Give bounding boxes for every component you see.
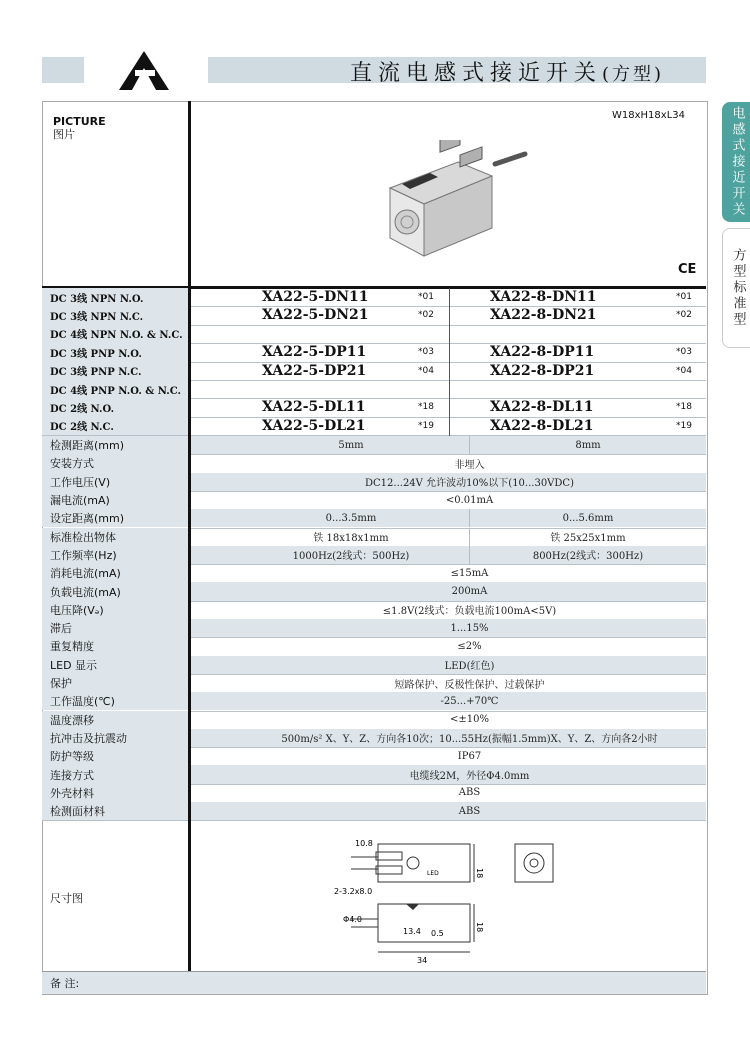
- spec-label: 检测距离(mm): [42, 436, 189, 454]
- model-row: [42, 343, 706, 361]
- spec-label: 工作温度(℃): [42, 692, 189, 710]
- model-row-label: DC 3线 PNP N.O.: [42, 343, 189, 361]
- model-index-right: *02: [676, 310, 692, 321]
- spec-row: [42, 528, 706, 546]
- model-code-left: XA22-5-DP21: [262, 362, 367, 379]
- svg-text:10.8: 10.8: [355, 839, 373, 848]
- model-column-divider: [449, 288, 450, 441]
- spec-row: [42, 802, 706, 820]
- dimension-drawing-label: 尺寸图: [50, 892, 83, 905]
- spec-label: 防护等级: [42, 747, 189, 765]
- spec-value: 5mm: [338, 439, 364, 451]
- svg-text:34: 34: [417, 956, 428, 965]
- model-index-left: *04: [418, 365, 434, 376]
- spec-row: [42, 601, 706, 619]
- spec-row: [42, 711, 706, 729]
- spec-value: -25...+70℃: [440, 695, 499, 707]
- spec-label: LED 显示: [42, 656, 189, 674]
- spec-label: 负载电流(mA): [42, 582, 189, 600]
- spec-value: ≤15mA: [450, 567, 489, 579]
- spec-value: 0...5.6mm: [469, 509, 706, 527]
- spec-row: [42, 747, 706, 765]
- model-row-label: DC 3线 NPN N.O.: [42, 288, 189, 306]
- spec-value: <±10%: [450, 714, 489, 726]
- spec-row: [42, 491, 706, 509]
- spec-row: [42, 729, 706, 747]
- model-index-left: *01: [418, 292, 434, 302]
- spec-value: IP67: [457, 750, 482, 762]
- picture-area: [42, 101, 706, 289]
- model-code-right: XA22-8-DL21: [490, 417, 594, 434]
- spec-row: [42, 619, 706, 637]
- model-code-right: XA22-8-DP11: [490, 344, 595, 361]
- svg-text:13.4: 13.4: [403, 927, 421, 936]
- page-title: 直流电感式接近开关(方型): [350, 61, 665, 86]
- model-row-label: DC 2线 N.O.: [42, 398, 189, 416]
- spec-row: [42, 564, 706, 582]
- spec-value: 200mA: [451, 586, 488, 598]
- spec-row: [42, 784, 706, 802]
- svg-text:18: 18: [475, 868, 484, 879]
- brand-logo: [117, 48, 172, 92]
- spec-value: ≤2%: [457, 640, 482, 652]
- spec-row: [42, 454, 706, 472]
- picture-label: PICTURE 图片: [53, 115, 106, 141]
- spec-label: 消耗电流(mA): [42, 564, 189, 582]
- note-row: [42, 971, 706, 994]
- spec-row: [42, 582, 706, 600]
- spec-value: 短路保护、反极性保护、过载保护: [394, 679, 545, 691]
- model-row: [42, 417, 706, 435]
- spec-label: 温度漂移: [42, 711, 189, 729]
- model-row: [42, 380, 706, 398]
- spec-value: DC12...24V 允许波动10%以下(10...30VDC): [365, 478, 574, 490]
- spec-value: 铁 25x25x1mm: [469, 528, 706, 546]
- spec-label: 抗冲击及抗震动: [42, 729, 189, 747]
- spec-label: 重复精度: [42, 637, 189, 655]
- spec-row: [42, 509, 706, 527]
- model-row: [42, 306, 706, 324]
- model-row-label: DC 4线 PNP N.O. & N.C.: [42, 380, 189, 398]
- spec-value: 8mm: [469, 436, 706, 454]
- model-index-right: *01: [676, 292, 692, 302]
- svg-text:2-3.2x8.0: 2-3.2x8.0: [334, 887, 373, 896]
- model-index-left: *03: [418, 347, 434, 358]
- model-code-right: XA22-8-DN21: [490, 307, 597, 324]
- spec-value: 铁 18x18x1mm: [313, 533, 389, 545]
- spec-label: 设定距离(mm): [42, 509, 189, 527]
- spec-value: 电缆线2M，外径Φ4.0mm: [409, 771, 530, 783]
- spec-value: ≤1.8V(2线式：负载电流100mA<5V): [382, 606, 557, 618]
- spec-label: 标准检出物体: [42, 528, 189, 546]
- spec-label: 电压降(Vₔ): [42, 601, 189, 619]
- spec-row: [42, 656, 706, 674]
- model-index-right: *18: [676, 402, 692, 413]
- model-index-left: *18: [418, 402, 434, 413]
- model-row: [42, 398, 706, 416]
- model-code-left: XA22-5-DP11: [262, 344, 367, 361]
- model-row-label: DC 3线 NPN N.C.: [42, 306, 189, 324]
- spec-value: 非埋入: [454, 459, 485, 471]
- note-label: 备 注:: [50, 977, 80, 990]
- svg-text:Φ4.0: Φ4.0: [343, 915, 363, 924]
- model-code-right: XA22-8-DN11: [490, 289, 597, 305]
- model-row: [42, 362, 706, 380]
- model-index-right: *04: [676, 365, 692, 376]
- svg-text:LED: LED: [427, 870, 439, 877]
- spec-value: 500m/s² X、Y、Z、方向各10次；10...55Hz(振幅1.5mm)X、Y、Z、方向各2小时: [281, 734, 658, 746]
- spec-label: 漏电流(mA): [42, 491, 189, 509]
- model-code-left: XA22-5-DL11: [262, 399, 366, 416]
- model-code-right: XA22-8-DP21: [490, 362, 595, 379]
- spec-label: 滞后: [42, 619, 189, 637]
- size-dimensions: W18xH18xL34: [612, 110, 685, 121]
- model-index-right: *19: [676, 420, 692, 431]
- svg-text:0.5: 0.5: [431, 929, 444, 938]
- spec-row: [42, 674, 706, 692]
- spec-value: 0...3.5mm: [325, 512, 377, 524]
- model-row-label: DC 4线 NPN N.O. & N.C.: [42, 325, 189, 343]
- spec-row: [42, 637, 706, 655]
- svg-text:A: A: [144, 90, 145, 91]
- spec-value: ABS: [458, 787, 481, 799]
- model-index-left: *19: [418, 420, 434, 431]
- spec-label: 保护: [42, 674, 189, 692]
- spec-value: 1...15%: [450, 622, 489, 634]
- spec-value: 1000Hz(2线式：500Hz): [292, 551, 410, 563]
- model-code-left: XA22-5-DN11: [262, 289, 369, 305]
- spec-row: [42, 473, 706, 491]
- spec-value: <0.01mA: [445, 494, 494, 506]
- spec-label: 安装方式: [42, 454, 189, 472]
- spec-label: 外壳材料: [42, 784, 189, 802]
- spec-label: 工作频率(Hz): [42, 546, 189, 564]
- model-index-right: *03: [676, 347, 692, 358]
- model-code-left: XA22-5-DL21: [262, 417, 366, 434]
- model-row-label: DC 2线 N.C.: [42, 417, 189, 435]
- dimension-drawing: [191, 822, 706, 970]
- spec-value: ABS: [458, 805, 481, 817]
- model-row-label: DC 3线 PNP N.C.: [42, 362, 189, 380]
- model-code-right: XA22-8-DL11: [490, 399, 594, 416]
- spec-row: [42, 765, 706, 783]
- model-index-left: *02: [418, 310, 434, 321]
- spec-row: [42, 692, 706, 710]
- side-tab-inductive[interactable]: 电感式接近开关: [722, 102, 750, 222]
- model-row: [42, 325, 706, 343]
- spec-value: 800Hz(2线式：300Hz): [469, 546, 706, 564]
- spec-row: [42, 546, 706, 564]
- spec-row: [42, 436, 706, 454]
- model-code-left: XA22-5-DN21: [262, 307, 369, 324]
- header-band-left: [42, 57, 84, 83]
- model-row: [42, 288, 706, 306]
- spec-label: 连接方式: [42, 765, 189, 783]
- spec-label: 工作电压(V): [42, 473, 189, 491]
- ce-mark: CE: [678, 262, 697, 277]
- spec-label: 检测面材料: [42, 802, 189, 820]
- svg-text:18: 18: [475, 922, 484, 933]
- spec-value: LED(红色): [444, 661, 495, 673]
- side-tab-square-standard[interactable]: 方型标准型: [722, 228, 750, 348]
- sensor-product-image: [380, 140, 530, 260]
